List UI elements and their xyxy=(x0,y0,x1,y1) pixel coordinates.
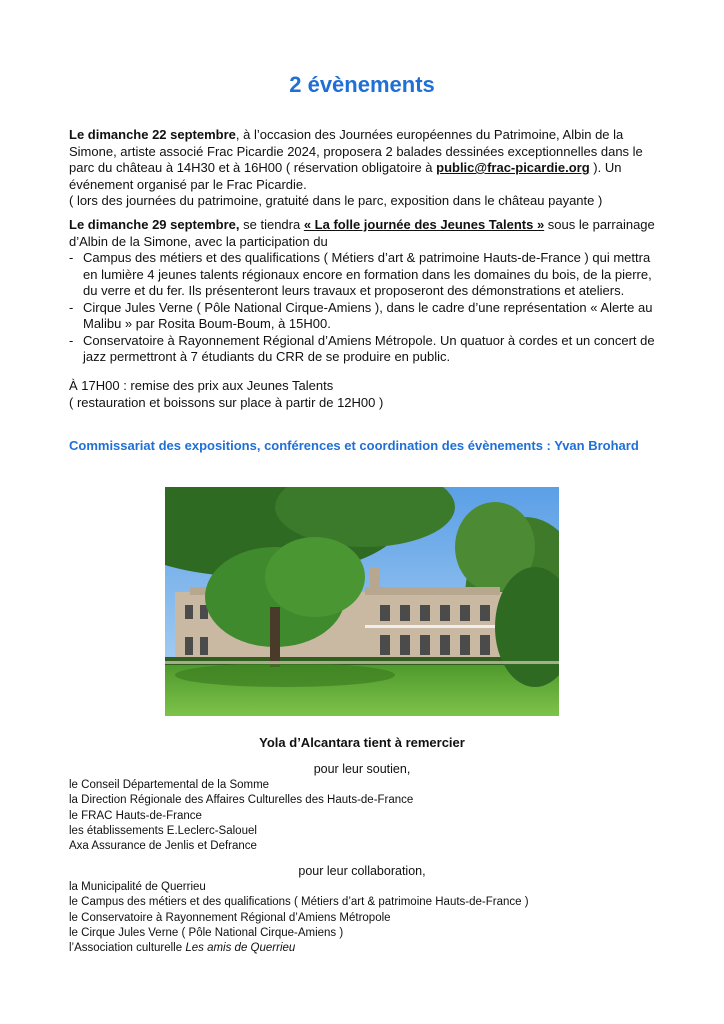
list-item: - Campus des métiers et des qualifications ( Métiers d’art & patrimoine Hauts-de-France ) qui mettra en lumière 4 jeunes talents régionaux encore en formation dans les domaines du bois, de la pierre, du verre et du fer. Ils présenteront leurs travaux et proposeront des démonstrations et ateliers. xyxy=(69,250,659,300)
list-item: la Municipalité de Querrieu xyxy=(69,881,206,893)
prize-line: À 17H00 : remise des prix aux Jeunes Talents xyxy=(69,378,334,393)
event-2-intro xyxy=(69,217,659,250)
thanks-title: Yola d’Alcantara tient à remercier xyxy=(259,735,465,750)
list-item: le Conseil Départemental de la Somme xyxy=(69,779,270,791)
event-1-note: ( lors des journées du patrimoine, gratuité dans le parc, exposition dans le château payante ) xyxy=(69,193,603,208)
event-1-text-end: ). Un événement organisé par le Frac Picardie. xyxy=(69,160,622,192)
event-2-date: Le dimanche 29 septembre, xyxy=(69,217,240,232)
list-item: le Conservatoire à Rayonnement Régional d’Amiens Métropole xyxy=(69,911,391,924)
list-item xyxy=(69,941,669,956)
collaboration-list xyxy=(69,880,669,956)
list-item: le Campus des métiers et des qualifications ( Métiers d’art & patrimoine Hauts-de-France ) xyxy=(69,896,529,909)
association-name: Les amis de Querrieu xyxy=(185,942,296,955)
support-label: pour leur soutien, xyxy=(313,762,411,776)
chateau-park-photo xyxy=(165,487,559,716)
list-item: les établissements E.Leclerc-Salouel xyxy=(69,824,257,837)
support-list xyxy=(69,778,669,854)
list-item: le Cirque Jules Verne ( Pôle National Cirque-Amiens ) xyxy=(69,926,344,939)
collaboration-label: pour leur collaboration, xyxy=(298,864,426,878)
event-2-name: « La folle journée des Jeunes Talents » xyxy=(303,217,545,232)
reservation-email-link[interactable]: public@frac-picardie.org xyxy=(436,160,590,175)
event-2-text-end: sous le parrainage d’Albin de la Simone, avec la participation du xyxy=(69,217,655,249)
event-1-paragraph xyxy=(69,127,659,210)
list-item: le FRAC Hauts-de-France xyxy=(69,809,202,822)
page-title: 2 évènements xyxy=(289,72,435,97)
commissariat-credit: Commissariat des expositions, conférences et coordination des évènements : Yvan Brohard xyxy=(69,438,639,453)
participants-list xyxy=(69,250,659,366)
prize-info xyxy=(69,378,659,411)
event-1-text: , à l’occasion des Journées européennes du Patrimoine, Albin de la Simone, artiste associé Frac Picardie 2024, proposera 2 balades dessinées exceptionnelles dans le parc du château à 14H30 et à 16H00 ( réservation obligatoire à xyxy=(69,127,643,175)
list-item: - Conservatoire à Rayonnement Régional d’Amiens Métropole. Un quatuor à cordes et un concert de jazz permettront à 7 étudiants du CRR de se produire en public. xyxy=(69,333,659,366)
association-prefix: l’Association culturelle xyxy=(69,942,186,955)
catering-line: ( restauration et boissons sur place à partir de 12H00 ) xyxy=(69,394,384,410)
list-item: Axa Assurance de Jenlis et Defrance xyxy=(69,840,257,853)
event-1-date: Le dimanche 22 septembre xyxy=(69,127,236,142)
event-2-text: se tiendra xyxy=(239,217,304,232)
list-item: la Direction Régionale des Affaires Culturelles des Hauts-de-France xyxy=(69,794,414,807)
list-item: - Cirque Jules Verne ( Pôle National Cirque-Amiens ), dans le cadre d’une représentation « Alerte au Malibu » par Rosita Boum-Boum, à 15H00. xyxy=(69,300,659,333)
event-2-section xyxy=(69,217,659,366)
